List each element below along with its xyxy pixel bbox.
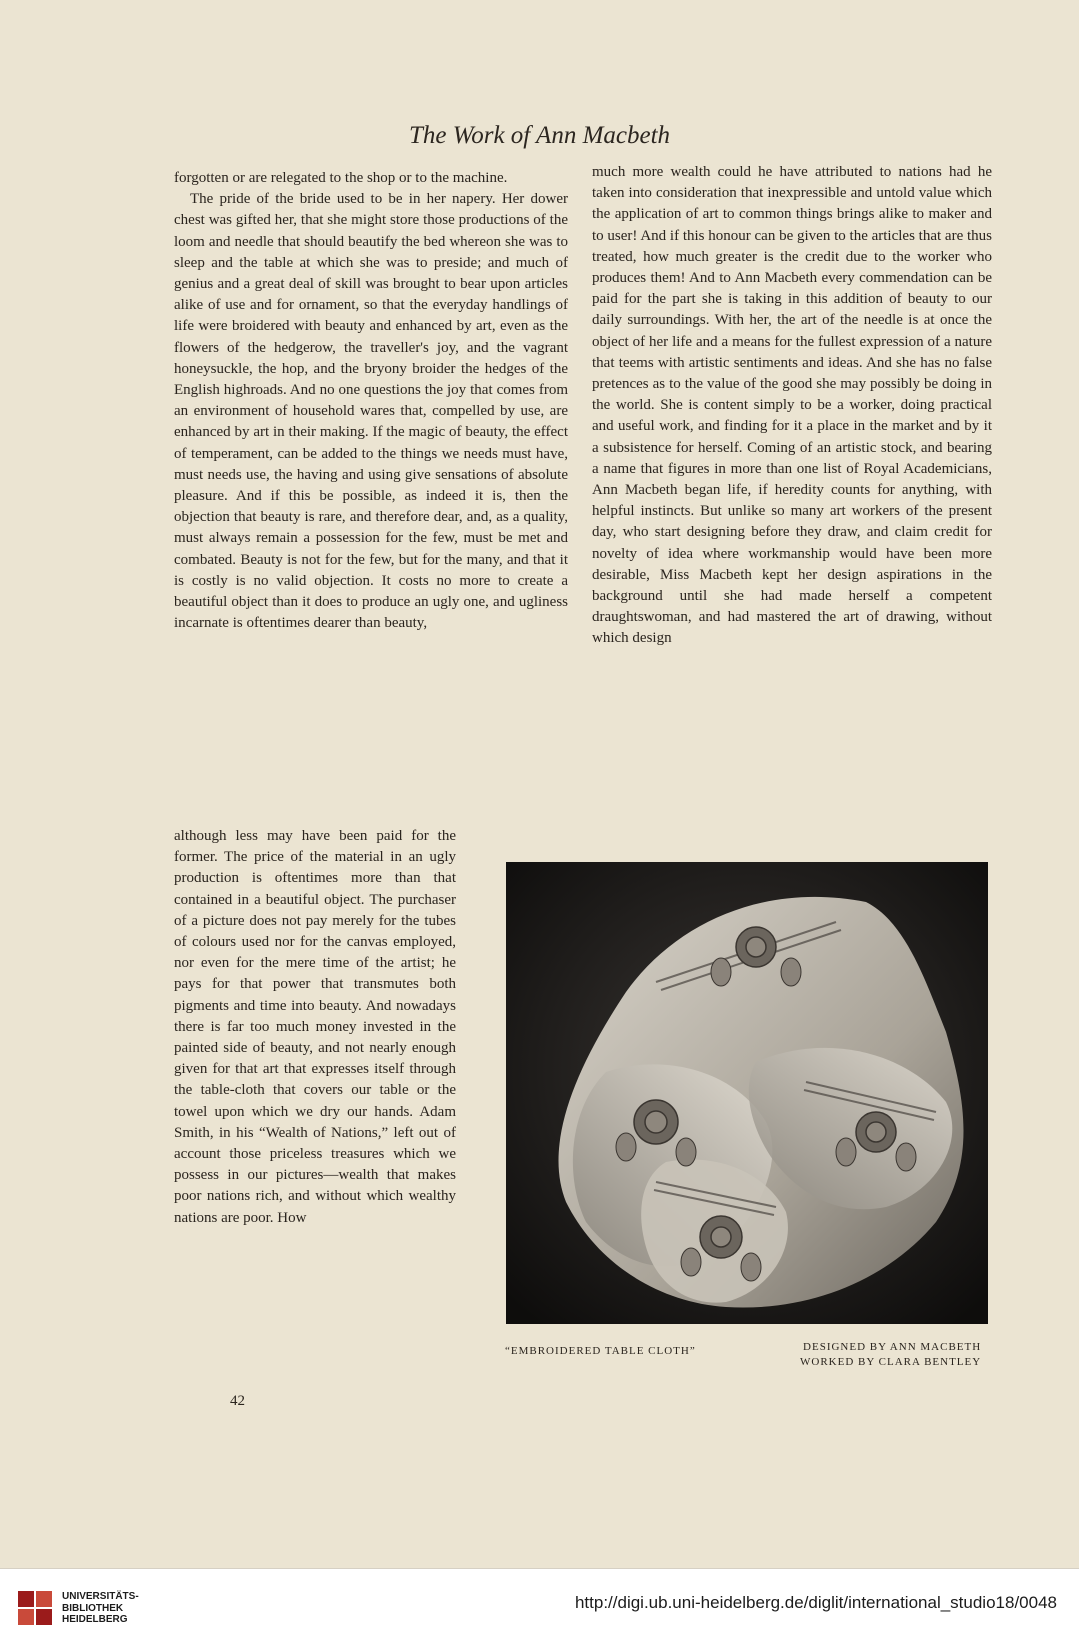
credit-worker: WORKED BY CLARA BENTLEY [800,1356,982,1368]
right-column [592,162,992,650]
credit-designer: DESIGNED BY ANN MACBETH [803,1341,982,1353]
left-column [174,168,568,634]
page-number: 42 [230,1393,245,1409]
narrow-column [174,826,456,1229]
library-logo-icon [14,1587,56,1629]
figure-caption: “EMBROIDERED TABLE CLOTH” [505,1345,696,1357]
library-name-line: HEIDELBERG [62,1614,128,1625]
library-name-line: UNIVERSITÄTS- [62,1591,139,1602]
library-name [62,1591,139,1626]
paragraph: The pride of the bride used to be in her napery. Her dower chest was gifted her, that she might store those productions of the loom and needle that should beautify the bed whereon she was to sleep and the table at which she was to preside; and much of genius and a great deal of skill was brought to bear upon articles alike of use and for ornament, so that the everyday handlings of life were broidered with beauty and enhanced by art, even as the flowers of the hedgerow, the traveller's joy, and the vagrant honeysuckle, the hop, and the bryony broider the hedges of the English highroads. And no one questions the joy that comes from an environment of household wares that, compelled by use, are enhanced by art in their making. If the magic of beauty, the effect of temperament, can be added to the things we needs must have, must needs use, the having and using give sensations of absolute pleasure. And if this be possible, as indeed it is, then the objection that beauty is rare, and therefore dear, and, as a quality, must always remain a possession for the few, must be met and combated. Beauty is not for the few, but for the many, and that it is costly is no valid objection. It costs no more to create a beautiful object than it does to produce an ugly one, and ugliness incarnate is oftentimes dearer than beauty, [174,191,568,632]
paragraph: although less may have been paid for the former. The price of the material in an ugly production is oftentimes more than that contained in a beautiful object. The purchaser of a picture does not pay merely for the tubes of colours used nor for the canvas employed, nor even for the mere time of the artist; he pays for that power that transmutes both pigments and time into beauty. And nowadays there is far too much money invested in the painted side of beauty, and not nearly enough given for that art that expresses itself through the table-cloth that covers our table or the towel upon which we dry our hands. Adam Smith, in his “Wealth of Nations,” left out of account those priceless treasures which we possess in our pictures—wealth that makes poor nations rich, and without which wealthy nations are poor. How [174,828,456,1226]
figure-credit [800,1340,981,1370]
embroidered-tablecloth-photo [506,862,988,1324]
library-footer [0,1568,1079,1645]
source-url-link[interactable]: http://digi.ub.uni-heidelberg.de/diglit/international_studio18/0048 [574,1593,1057,1612]
library-name-line: BIBLIOTHEK [62,1602,124,1614]
paragraph: much more wealth could he have attributed to nations had he taken into consideration that inexpressible and untold value which the application of art to common things brings alike to maker and to user! And if this honour can be given to the articles that are thus treated, how much greater is the credit due to the worker who produces them! And to Ann Macbeth every commendation can be paid for the part she is taking in this addition of beauty to our daily surroundings. With her, the art of the needle is at once the object of her life and a means for the fullest expression of a nature that teems with artistic sentiments and ideas. And she has no false pretences as to the value of the good she may possibly be doing in the world. She is content simply to be a worker, doing practical and useful work, and finding for it a place in the market and by it a subsistence for herself. Coming of an artistic stock, and bearing a name that figures in more than one list of Royal Academicians, Ann Macbeth began life, if heredity counts for anything, with helpful instincts. But unlike so many art workers of the present day, who start designing before they draw, and claim credit for novelty of idea where workmanship would have been more desirable, Miss Macbeth kept her design aspirations in the background until she had made herself a competent draughtswoman, and had mastered the art of drawing, without which design [592,164,992,647]
running-title: The Work of Ann Macbeth [408,122,671,149]
tablecloth-illustration [506,862,988,1324]
paragraph: forgotten or are relegated to the shop or to the machine. [174,170,508,186]
